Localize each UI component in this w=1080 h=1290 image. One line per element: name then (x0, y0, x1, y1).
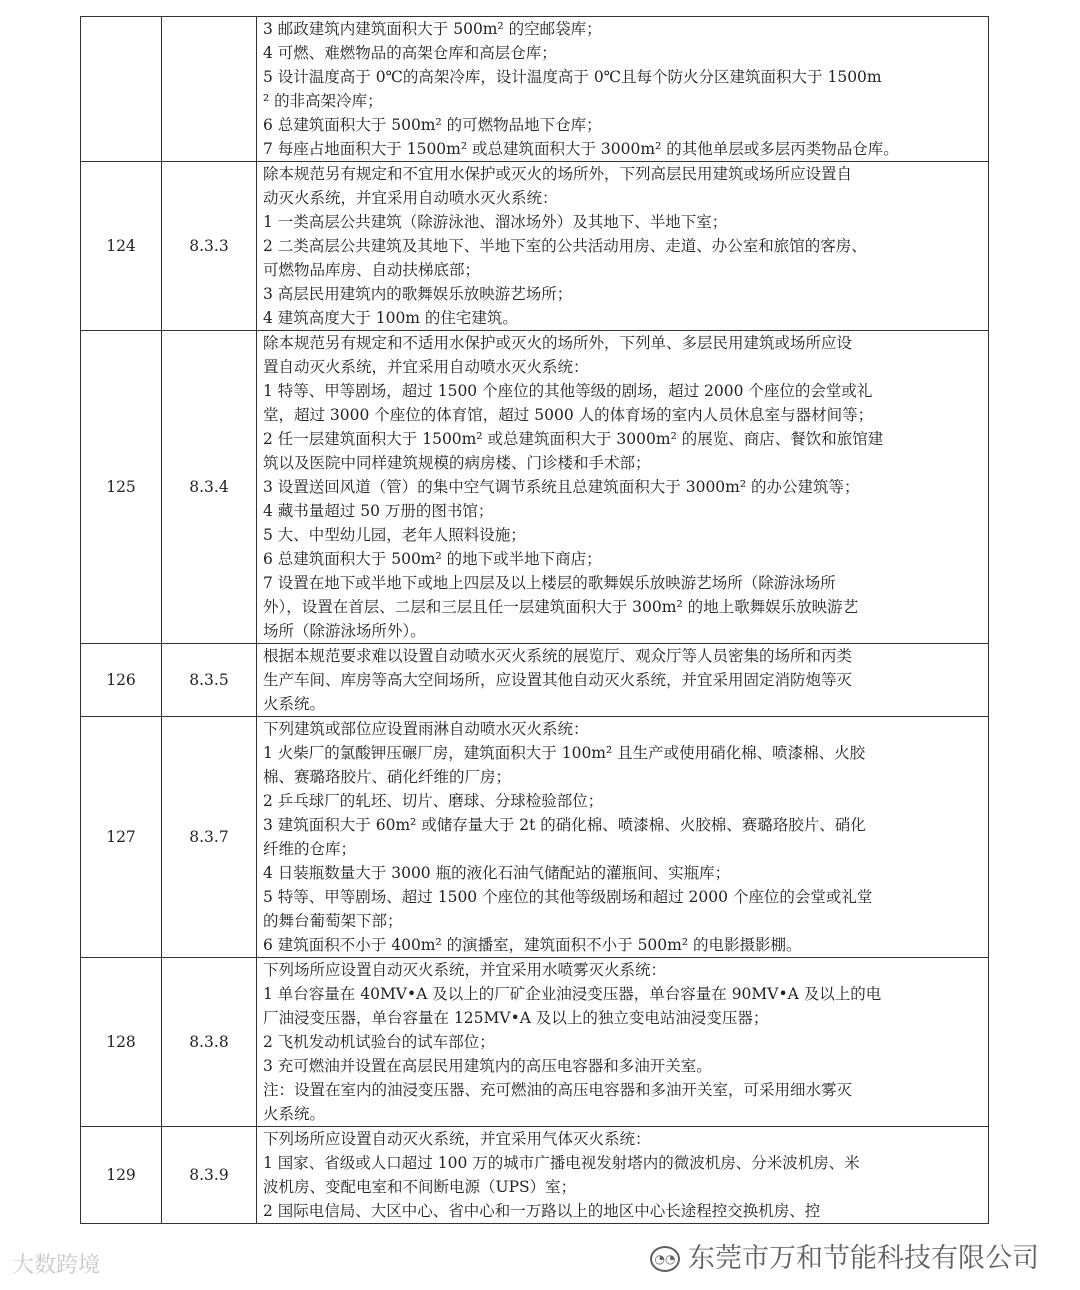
text-line: 下列场所应设置自动灭火系统，并宜采用水喷雾灭火系统： (263, 961, 667, 979)
fire-code-table (80, 16, 989, 1224)
text-line: 2 国际电信局、大区中心、省中心和一万路以上的地区中心长途程控交换机房、控 (263, 1202, 821, 1220)
row-number: 124 (81, 162, 162, 331)
text-line: 2 乒乓球厂的轧坯、切片、磨球、分球检验部位； (263, 792, 604, 810)
text-line: 纤维的仓库； (263, 840, 357, 858)
text-line: 1 国家、省级或人口超过 100 万的城市广播电视发射塔内的微波机房、分米波机房、米 (263, 1154, 860, 1172)
text-line: 3 高层民用建筑内的歌舞娱乐放映游艺场所； (263, 285, 573, 303)
clause-number: 8.3.5 (162, 644, 257, 717)
text-line: 7 设置在地下或半地下或地上四层及以上楼层的歌舞娱乐放映游艺场所（除游泳场所 (263, 574, 836, 592)
text-line: 注：设置在室内的油浸变压器、充可燃油的高压电容器和多油开关室，可采用细水雾灭 (263, 1081, 853, 1099)
clause-text (257, 958, 989, 1127)
table-row (81, 1127, 989, 1224)
text-line: 1 特等、甲等剧场，超过 1500 个座位的其他等级的剧场，超过 2000 个座位的会堂或礼 (263, 382, 873, 400)
table-row (81, 958, 989, 1127)
text-line: 堂，超过 3000 个座位的体育馆，超过 5000 人的体育场的室内人员休息室与器材间等； (263, 406, 874, 424)
text-line: 除本规范另有规定和不宜用水保护或灭火的场所外，下列高层民用建筑或场所应设置自 (263, 165, 853, 183)
text-line: 生产车间、库房等高大空间场所，应设置其他自动灭火系统，并宜采用固定消防炮等灭 (263, 671, 853, 689)
text-line: 外），设置在首层、二层和三层且任一层建筑面积大于 300m² 的地上歌舞娱乐放映游艺 (263, 598, 859, 616)
clause-number (162, 17, 257, 162)
text-line: 1 单台容量在 40MV•A 及以上的厂矿企业油浸变压器，单台容量在 90MV•A 及以上的电 (263, 985, 882, 1003)
text-line: 下列场所应设置自动灭火系统，并宜采用气体灭火系统： (263, 1130, 651, 1148)
text-line: 3 设置送回风道（管）的集中空气调节系统且总建筑面积大于 3000m² 的办公建筑等； (263, 478, 860, 496)
row-number: 126 (81, 644, 162, 717)
row-number: 129 (81, 1127, 162, 1224)
text-line: 场所（除游泳场所外）。 (263, 622, 426, 640)
clause-number: 8.3.7 (162, 717, 257, 958)
clause-number: 8.3.9 (162, 1127, 257, 1224)
text-line: 波机房、变配电室和不间断电源（UPS）室； (263, 1178, 577, 1196)
text-line: 3 充可燃油并设置在高层民用建筑内的高压电容器和多油开关室。 (263, 1057, 712, 1075)
row-number: 128 (81, 958, 162, 1127)
clause-text (257, 162, 989, 331)
text-line: 6 总建筑面积大于 500m² 的可燃物品地下仓库； (263, 116, 602, 134)
text-line: 3 建筑面积大于 60m² 或储存量大于 2t 的硝化棉、喷漆棉、火胶棉、赛璐珞胶片、硝化 (263, 816, 866, 834)
text-line: 4 藏书量超过 50 万册的图书馆； (263, 502, 494, 520)
text-line: 4 建筑高度大于 100m 的住宅建筑。 (263, 309, 518, 327)
row-number: 127 (81, 717, 162, 958)
text-line: 2 飞机发动机试验台的试车部位； (263, 1033, 495, 1051)
table-row (81, 717, 989, 958)
text-line: 6 建筑面积不小于 400m² 的演播室，建筑面积不小于 500m² 的电影摄影棚。 (263, 936, 802, 954)
text-line: 动灭火系统，并宜采用自动喷水灭火系统： (263, 189, 558, 207)
clause-text (257, 1127, 989, 1224)
text-line: 棉、赛璐珞胶片、硝化纤维的厂房； (263, 768, 512, 786)
watermark-left: 大数跨境 (12, 1253, 101, 1278)
text-line: 5 设计温度高于 0℃的高架冷库，设计温度高于 0℃且每个防火分区建筑面积大于 1500m (263, 68, 882, 86)
wechat-icon: ◔◔ (650, 1246, 680, 1272)
text-line: 的舞台葡萄架下部； (263, 912, 403, 930)
watermark-right-text: 东莞市万和节能科技有限公司 (688, 1243, 1039, 1274)
text-line: 置自动灭火系统，并宜采用自动喷水灭火系统： (263, 358, 589, 376)
clause-text (257, 17, 989, 162)
clause-text (257, 717, 989, 958)
row-number (81, 17, 162, 162)
text-line: 7 每座占地面积大于 1500m² 或总建筑面积大于 3000m² 的其他单层或多层丙类物品仓库。 (263, 140, 899, 158)
text-line: 5 大、中型幼儿园，老年人照料设施； (263, 526, 526, 544)
clause-text (257, 331, 989, 644)
text-line: 火系统。 (263, 1105, 326, 1123)
text-line: 1 火柴厂的氯酸钾压碾厂房，建筑面积大于 100m² 且生产或使用硝化棉、喷漆棉、火胶 (263, 744, 866, 762)
table-row (81, 644, 989, 717)
clause-number: 8.3.8 (162, 958, 257, 1127)
text-line: 厂油浸变压器，单台容量在 125MV•A 及以上的独立变电站油浸变压器； (263, 1009, 769, 1027)
text-line: 火系统。 (263, 695, 326, 713)
text-line: 可燃物品库房、自动扶梯底部； (263, 261, 481, 279)
text-line: ² 的非高架冷库； (263, 92, 383, 110)
table-row (81, 331, 989, 644)
text-line: 3 邮政建筑内建筑面积大于 500m² 的空邮袋库； (263, 20, 602, 38)
watermark-right (650, 1242, 1039, 1276)
table-row (81, 162, 989, 331)
text-line: 根据本规范要求难以设置自动喷水灭火系统的展览厅、观众厅等人员密集的场所和丙类 (263, 647, 853, 665)
text-line: 除本规范另有规定和不适用水保护或灭火的场所外，下列单、多层民用建筑或场所应设 (263, 334, 853, 352)
text-line: 2 任一层建筑面积大于 1500m² 或总建筑面积大于 3000m² 的展览、商店、餐饮和旅馆建 (263, 430, 884, 448)
clause-number: 8.3.4 (162, 331, 257, 644)
text-line: 1 一类高层公共建筑（除游泳池、溜冰场外）及其地下、半地下室； (263, 213, 728, 231)
text-line: 2 二类高层公共建筑及其地下、半地下室的公共活动用房、走道、办公室和旅馆的客房、 (263, 237, 867, 255)
clause-number: 8.3.3 (162, 162, 257, 331)
table-row (81, 17, 989, 162)
text-line: 下列建筑或部位应设置雨淋自动喷水灭火系统： (263, 720, 589, 738)
text-line: 4 可燃、难燃物品的高架仓库和高层仓库； (263, 44, 557, 62)
text-line: 5 特等、甲等剧场、超过 1500 个座位的其他等级剧场和超过 2000 个座位的会堂或礼堂 (263, 888, 873, 906)
text-line: 4 日装瓶数量大于 3000 瓶的液化石油气储配站的灌瓶间、实瓶库； (263, 864, 731, 882)
row-number: 125 (81, 331, 162, 644)
text-line: 筑以及医院中同样建筑规模的病房楼、门诊楼和手术部； (263, 454, 651, 472)
clause-text (257, 644, 989, 717)
text-line: 6 总建筑面积大于 500m² 的地下或半地下商店； (263, 550, 602, 568)
